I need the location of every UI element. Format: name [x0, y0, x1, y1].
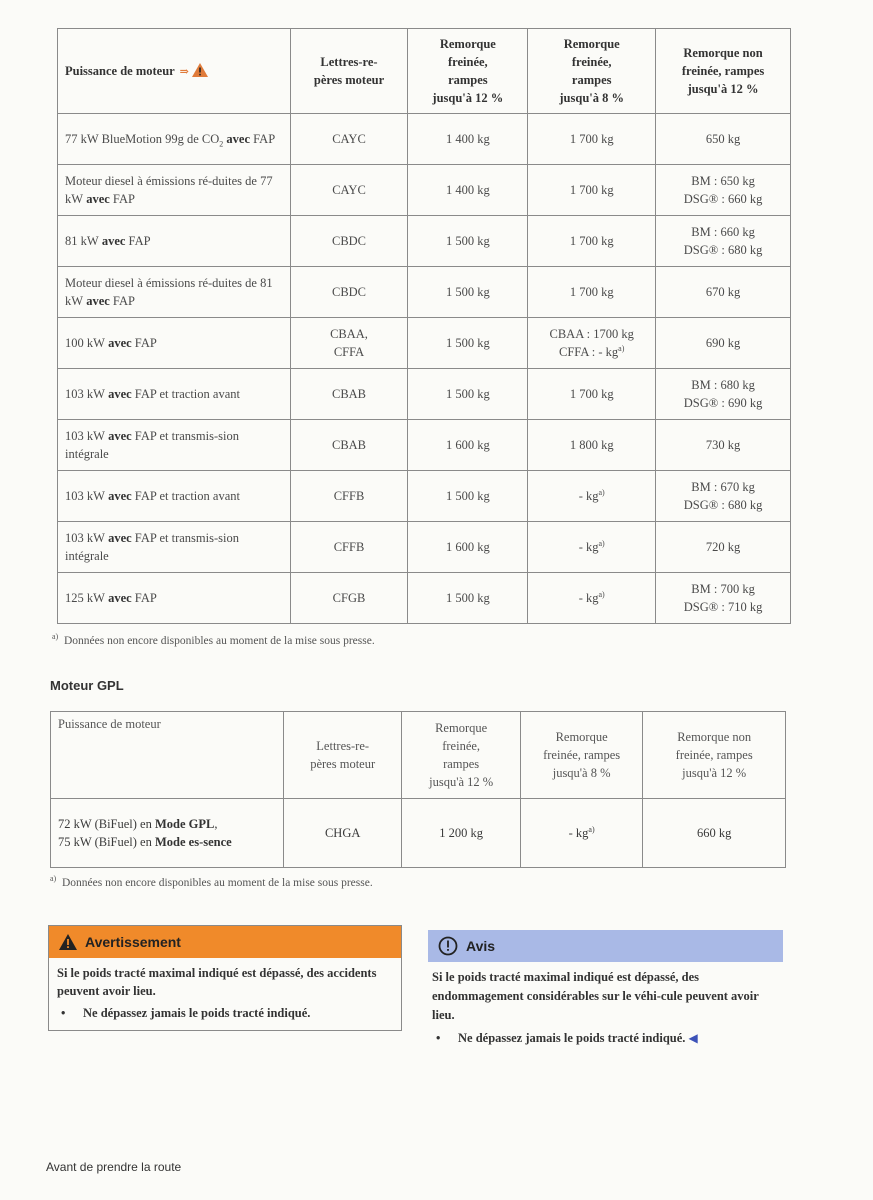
table-row [58, 420, 791, 471]
cell-power: 103 kW avec FAP et transmis-sion intégrale [58, 522, 291, 573]
cell-braked-8: 1 700 kg [528, 369, 656, 420]
cell-power: 81 kW avec FAP [58, 216, 291, 267]
cell-braked-12: 1 200 kg [402, 799, 520, 868]
towing-table-lpg [50, 711, 786, 868]
header-braked-8: Remorque freinée, rampes jusqu'à 8 % [528, 29, 656, 114]
section-title: Moteur GPL [50, 678, 124, 693]
bullet-icon: • [436, 1031, 441, 1045]
table-header-row [51, 712, 786, 799]
cell-unbraked: 660 kg [643, 799, 786, 868]
warning-triangle-icon [59, 934, 77, 950]
cell-braked-12: 1 500 kg [408, 471, 528, 522]
header-power: Puissance de moteur ⇒ [58, 29, 291, 114]
cell-power: 77 kW BlueMotion 99g de $CO_2$ avec FAP [58, 114, 291, 165]
cell-braked-8: 1 700 kg [528, 216, 656, 267]
table-row [58, 216, 791, 267]
back-arrow-icon: ◀ [688, 1031, 698, 1045]
note-header [428, 930, 783, 962]
warning-title: Avertissement [85, 934, 181, 950]
cell-code: CAYC [290, 165, 408, 216]
cell-power: 103 kW avec FAP et traction avant [58, 369, 291, 420]
cell-braked-8: 1 800 kg [528, 420, 656, 471]
header-braked-12: Remorque freinée, rampes jusqu'à 12 % [408, 29, 528, 114]
cell-unbraked: 670 kg [656, 267, 791, 318]
warning-triangle-icon [192, 63, 208, 77]
cell-unbraked: BM : 680 kg DSG® : 690 kg [656, 369, 791, 420]
footnote: $^{a)}$ Données non encore disponibles au moment de la mise sous presse. [52, 632, 375, 647]
cell-power: 72 kW (BiFuel) en Mode GPL, 75 kW (BiFuel) en Mode es-sence [51, 799, 284, 868]
cell-braked-12: 1 400 kg [408, 114, 528, 165]
cell-power: 125 kW avec FAP [58, 573, 291, 624]
info-circle-icon [438, 936, 458, 956]
cell-braked-8: - $kg^{a)}$ [528, 522, 656, 573]
cell-code: CFFB [290, 522, 408, 573]
header-unbraked: Remorque non freinée, rampes jusqu'à 12 % [656, 29, 791, 114]
header-braked-8: Remorque freinée, rampes jusqu'à 8 % [520, 712, 643, 799]
cell-code: CBAB [290, 369, 408, 420]
cell-braked-8: 1 700 kg [528, 267, 656, 318]
cell-code: CBDC [290, 216, 408, 267]
cell-braked-12: 1 500 kg [408, 369, 528, 420]
cell-power: 103 kW avec FAP et traction avant [58, 471, 291, 522]
cell-unbraked: 690 kg [656, 318, 791, 369]
header-unbraked: Remorque non freinée, rampes jusqu'à 12 % [643, 712, 786, 799]
footnote: $^{a)}$ Données non encore disponibles au moment de la mise sous presse. [50, 874, 373, 889]
cell-braked-12: 1 500 kg [408, 216, 528, 267]
cell-braked-12: 1 500 kg [408, 318, 528, 369]
warning-body [49, 958, 401, 1030]
cell-code: CBAB [290, 420, 408, 471]
table-row [51, 799, 786, 868]
cell-power: 100 kW avec FAP [58, 318, 291, 369]
cell-unbraked: BM : 670 kg DSG® : 680 kg [656, 471, 791, 522]
bullet-icon: • [61, 1006, 66, 1020]
cell-braked-8: 1 700 kg [528, 165, 656, 216]
cell-unbraked: 720 kg [656, 522, 791, 573]
cell-unbraked: 650 kg [656, 114, 791, 165]
cell-code: CFFB [290, 471, 408, 522]
cell-unbraked: BM : 660 kg DSG® : 680 kg [656, 216, 791, 267]
cell-power: 103 kW avec FAP et transmis-sion intégrale [58, 420, 291, 471]
cell-unbraked: BM : 650 kg DSG® : 660 kg [656, 165, 791, 216]
cell-braked-8: - $kg^{a)}$ [528, 471, 656, 522]
page-footer: Avant de prendre la route [46, 1160, 182, 1174]
note-text: Si le poids tracté maximal indiqué est dépassé, des endommagement considérables sur le véhi-cule peuvent avoir lieu. [432, 970, 759, 1022]
header-power: Puissance de moteur [51, 712, 284, 799]
table-row [58, 114, 791, 165]
cell-code: CBAA, CFFA [290, 318, 408, 369]
cell-braked-8: - $kg^{a)}$ [520, 799, 643, 868]
table-header-row [58, 29, 791, 114]
cell-braked-12: 1 500 kg [408, 573, 528, 624]
note-bullet: • Ne dépassez jamais le poids tracté indiqué. ◀ [432, 1029, 779, 1048]
note-title: Avis [466, 938, 496, 954]
towing-table-diesel [57, 28, 791, 624]
cell-braked-12: 1 400 kg [408, 165, 528, 216]
warning-bullet: • Ne dépassez jamais le poids tracté indiqué. [57, 1004, 393, 1022]
cell-power: Moteur diesel à émissions ré-duites de 77 kW avec FAP [58, 165, 291, 216]
note-box [428, 930, 783, 1048]
table-row [58, 522, 791, 573]
warning-text: Si le poids tracté maximal indiqué est dépassé, des accidents peuvent avoir lieu. [57, 966, 377, 998]
cell-code: CAYC [290, 114, 408, 165]
cell-braked-8: CBAA : 1700 kg CFFA : - $kg^{a)}$ [528, 318, 656, 369]
table-row [58, 318, 791, 369]
table-row [58, 369, 791, 420]
table-row [58, 165, 791, 216]
cell-braked-8: 1 700 kg [528, 114, 656, 165]
cell-code: CHGA [283, 799, 401, 868]
cell-code: CBDC [290, 267, 408, 318]
warning-box [48, 925, 402, 1031]
table-row [58, 267, 791, 318]
cell-code: CFGB [290, 573, 408, 624]
cell-unbraked: BM : 700 kg DSG® : 710 kg [656, 573, 791, 624]
header-braked-12: Remorque freinée, rampes jusqu'à 12 % [402, 712, 520, 799]
note-body [428, 962, 783, 1048]
warning-header [49, 926, 401, 958]
cell-unbraked: 730 kg [656, 420, 791, 471]
cell-braked-12: 1 500 kg [408, 267, 528, 318]
table-row [58, 471, 791, 522]
cell-braked-12: 1 600 kg [408, 522, 528, 573]
cell-braked-8: - $kg^{a)}$ [528, 573, 656, 624]
header-codes: Lettres-re- pères moteur [290, 29, 408, 114]
cell-power: Moteur diesel à émissions ré-duites de 81 kW avec FAP [58, 267, 291, 318]
arrow-right-icon: ⇒ [179, 65, 189, 78]
table-row [58, 573, 791, 624]
header-codes: Lettres-re- pères moteur [283, 712, 401, 799]
cell-braked-12: 1 600 kg [408, 420, 528, 471]
